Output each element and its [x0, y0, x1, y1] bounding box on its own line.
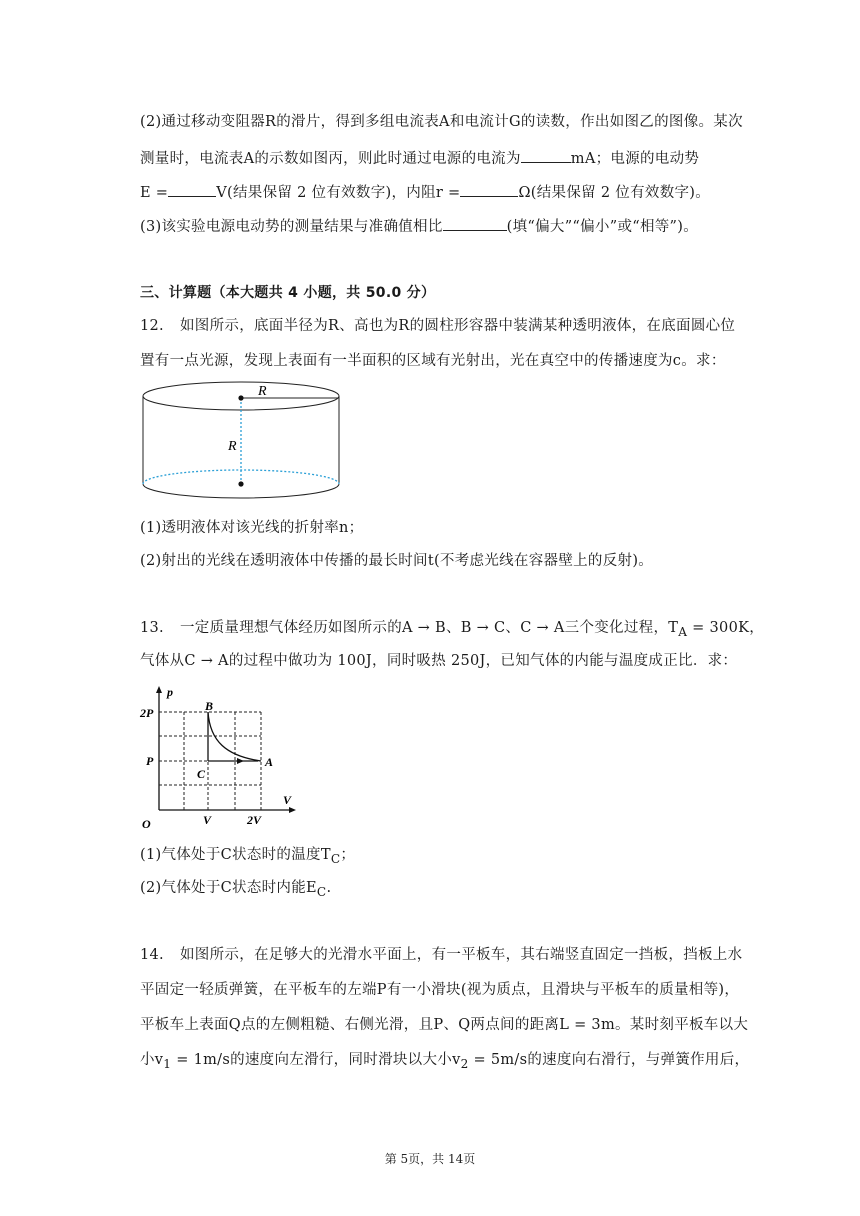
- question-number: 12.: [140, 318, 164, 334]
- radius-label: R: [258, 384, 267, 399]
- q13-sub2: [140, 878, 331, 902]
- q13-sub1-subscript: C: [330, 851, 341, 866]
- q12-text-1: 如图所示，底面半径为R、高也为R的圆柱形容器中装满某种透明液体，在底面圆心位: [180, 318, 736, 334]
- q11-part2-line2: [140, 147, 699, 169]
- q13-sub2-text: (2)气体处于C状态时内能E: [140, 880, 317, 896]
- q12-sub2: (2)射出的光线在透明液体中传播的最长时间t(不考虑光线在容器壁上的反射)。: [140, 553, 654, 569]
- q13-line1: [140, 618, 764, 642]
- q13-sub2-end: .: [326, 880, 332, 896]
- origin-label: O: [142, 817, 151, 831]
- q12-sub1: (1)透明液体对该光线的折射率n；: [140, 520, 364, 536]
- point-c-label: C: [197, 767, 206, 781]
- axis-p-label: p: [167, 685, 173, 699]
- q11-part3: [140, 215, 698, 237]
- answer-blank-emf[interactable]: [168, 181, 216, 197]
- q11-part2-line1: (2)通过移动变阻器R的滑片，得到多组电流表A和电流计G的读数，作出如图乙的图像。某次: [140, 114, 743, 130]
- q13-sub1: [140, 845, 355, 869]
- q13-text-1-end: = 300K，: [687, 620, 765, 636]
- page-footer: 第 5页，共 14页: [384, 1152, 476, 1166]
- emf-unit-text: V(结果保留 2 位有效数字)，内阻r =: [216, 185, 461, 201]
- section-title: 三、计算题（本大题共 4 小题，共 50.0 分）: [140, 285, 436, 301]
- axis-v-label: V: [283, 793, 292, 807]
- q13-sub2-subscript: C: [316, 884, 327, 899]
- resistance-unit-text: Ω(结果保留 2 位有效数字)。: [518, 185, 711, 201]
- answer-blank-resistance[interactable]: [460, 181, 518, 197]
- q14-line2: 平固定一轻质弹簧，在平板车的左端P有一小滑块(视为质点，且滑块与平板车的质量相等)，: [140, 982, 740, 998]
- q13-text-1: 一定质量理想气体经历如图所示的A → B、B → C、C → A三个变化过程，T: [180, 620, 679, 636]
- v1-subscript: 1: [163, 1056, 172, 1071]
- q13-sub1-end: ；: [340, 847, 356, 863]
- q11-part2-line2-unit: mA；电源的电动势: [570, 151, 700, 167]
- point-b-label: B: [205, 699, 214, 713]
- pv-graph: [140, 686, 310, 831]
- q11-part2-line3: [140, 181, 710, 203]
- tick-p-label: P: [146, 754, 154, 768]
- answer-blank-compare[interactable]: [443, 215, 507, 231]
- tick-v-label: V: [203, 813, 212, 827]
- answer-blank-current[interactable]: [521, 147, 571, 163]
- q14-line4: [140, 1050, 749, 1074]
- question-number: 13.: [140, 620, 164, 636]
- q14-line3: 平板车上表面Q点的左侧粗糙、右侧光滑，且P、Q两点间的距离L = 3m。某时刻平板车以大: [140, 1017, 749, 1033]
- q11-part3-hint: (填“偏大”“偏小”或“相等”)。: [506, 219, 699, 235]
- q12-line1: [140, 316, 735, 336]
- q12-line2: 置有一点光源，发现上表面有一半面积的区域有光射出，光在真空中的传播速度为c。求：: [140, 353, 726, 369]
- height-label: R: [228, 439, 237, 454]
- temp-subscript: A: [678, 624, 688, 639]
- q11-part2-line2-text: 测量时，电流表A的示数如图丙，则此时通过电源的电流为: [140, 151, 521, 167]
- q14-text-4a: 小v: [140, 1052, 164, 1068]
- question-number: 14.: [140, 947, 164, 963]
- cylinder-figure: [140, 378, 350, 500]
- q11-part3-text: (3)该实验电源电动势的测量结果与准确值相比: [140, 219, 443, 235]
- q14-text-1: 如图所示，在足够大的光滑水平面上，有一平板车，其右端竖直固定一挡板，挡板上水: [180, 947, 743, 963]
- q14-text-4c: = 1m/s的速度向左滑行，同时滑块以大小v: [171, 1052, 461, 1068]
- tick-2p-label: 2P: [140, 706, 154, 720]
- q14-line1: [140, 945, 742, 965]
- q13-sub1-text: (1)气体处于C状态时的温度T: [140, 847, 331, 863]
- q13-line2: 气体从C → A的过程中做功为 100J，同时吸热 250J，已知气体的内能与温度成正比．求：: [140, 653, 738, 669]
- point-a-label: A: [265, 755, 274, 769]
- q14-text-4e: = 5m/s的速度向右滑行，与弹簧作用后，: [468, 1052, 750, 1068]
- v2-subscript: 2: [460, 1056, 469, 1071]
- emf-label: E =: [140, 185, 169, 201]
- tick-2v-label: 2V: [247, 813, 262, 827]
